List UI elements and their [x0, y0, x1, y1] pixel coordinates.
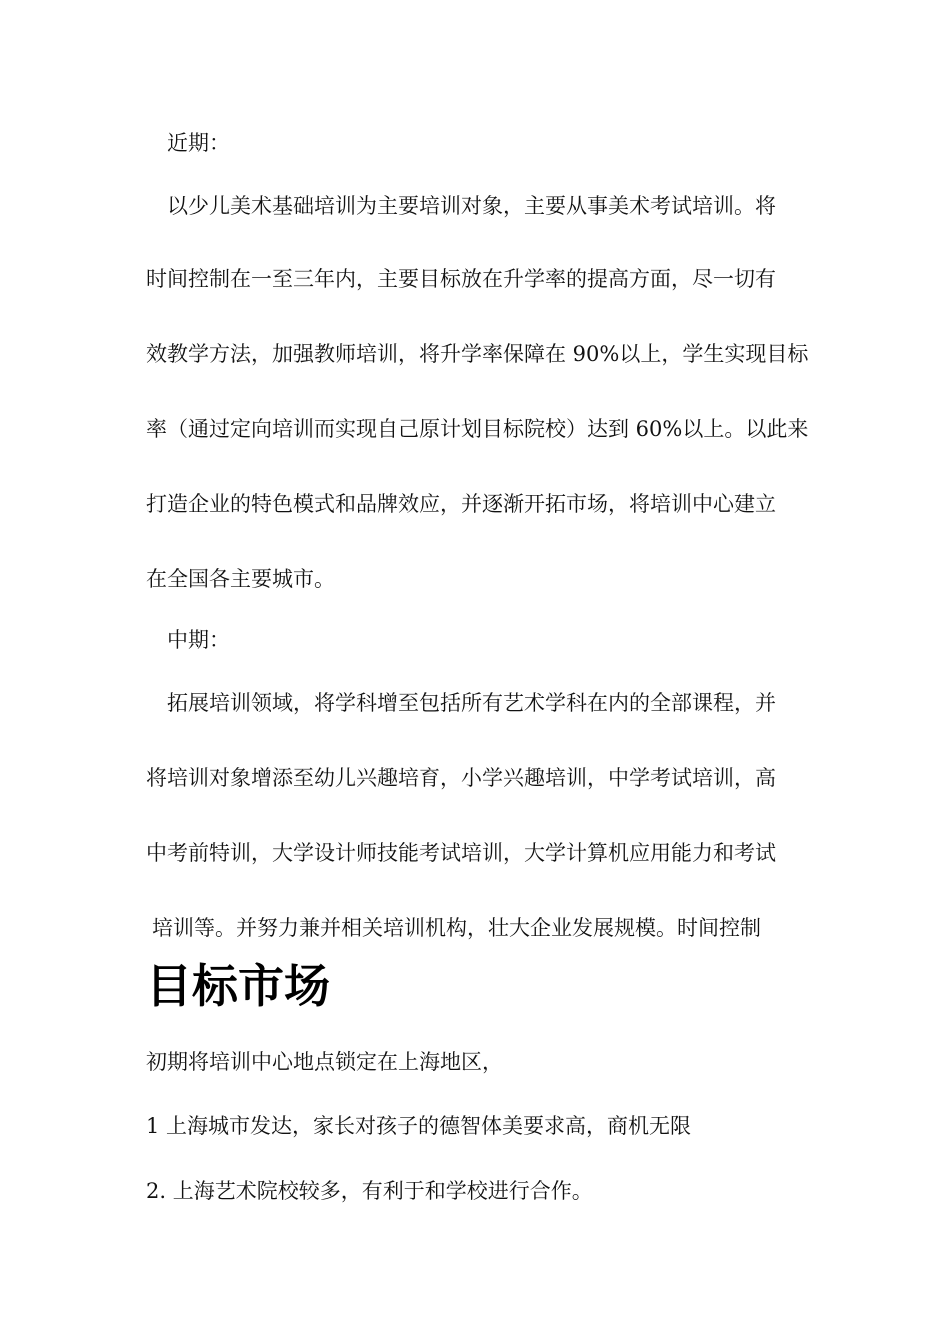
near-term-line: 在全国各主要城市。 — [146, 567, 335, 591]
near-term-line: 率（通过定向培训而实现自己原计划目标院校）达到 60%以上。以此来 — [146, 417, 809, 441]
near-term-label: 近期： — [167, 131, 230, 155]
mid-term-line: 中考前特训，大学设计师技能考试培训，大学计算机应用能力和考试 — [146, 841, 776, 865]
near-term-line: 时间控制在一至三年内，主要目标放在升学率的提高方面，尽一切有 — [146, 267, 776, 291]
target-market-line: 2. 上海艺术院校较多，有利于和学校进行合作。 — [146, 1179, 593, 1203]
near-term-line: 打造企业的特色模式和品牌效应，并逐渐开拓市场，将培训中心建立 — [146, 492, 776, 516]
mid-term-line: 将培训对象增添至幼儿兴趣培育，小学兴趣培训，中学考试培训，高 — [146, 766, 776, 790]
section-heading: 目标市场 — [146, 959, 330, 1013]
near-term-line: 效教学方法，加强教师培训，将升学率保障在 90%以上，学生实现目标 — [146, 342, 809, 366]
mid-term-line: 培训等。并努力兼并相关培训机构，壮大企业发展规模。时间控制 — [152, 916, 761, 940]
target-market-line: 初期将培训中心地点锁定在上海地区， — [146, 1050, 503, 1074]
target-market-line: 1 上海城市发达，家长对孩子的德智体美要求高，商机无限 — [146, 1114, 692, 1138]
mid-term-label: 中期： — [167, 628, 230, 652]
mid-term-line: 拓展培训领域，将学科增至包括所有艺术学科在内的全部课程，并 — [167, 691, 776, 715]
near-term-line: 以少儿美术基础培训为主要培训对象，主要从事美术考试培训。将 — [167, 194, 776, 218]
